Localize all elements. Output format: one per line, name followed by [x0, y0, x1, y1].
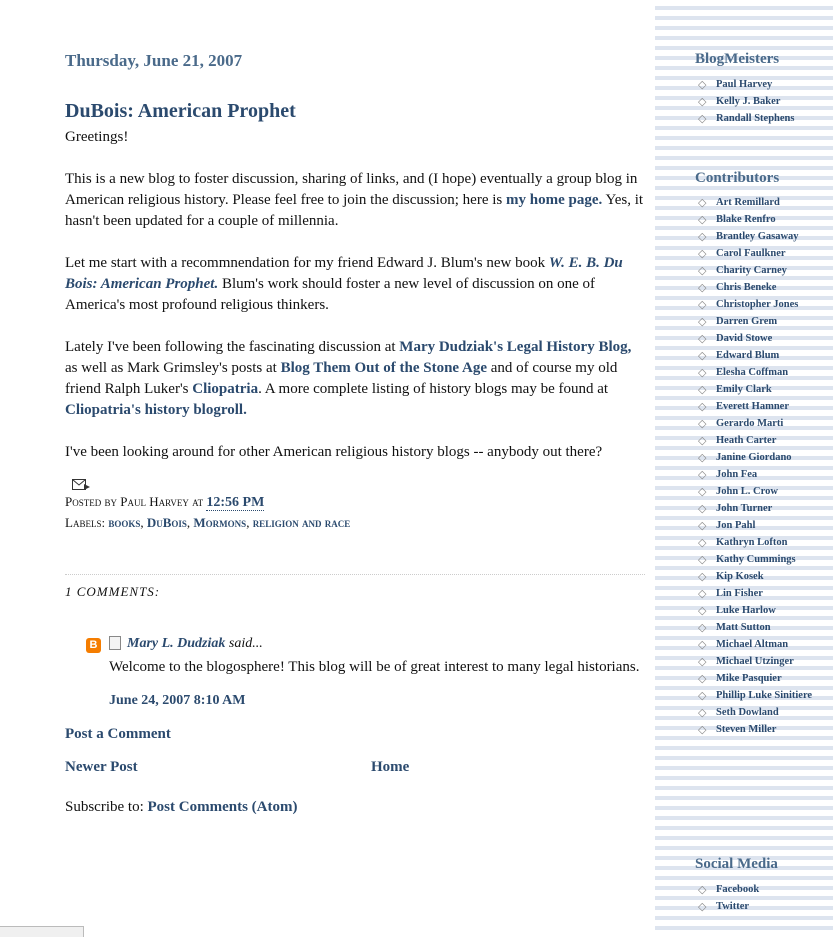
diamond-bullet-icon: ◇	[698, 367, 707, 379]
sidebar-link-label[interactable]: John L. Crow	[716, 486, 778, 497]
sidebar-link-label[interactable]: Phillip Luke Sinitiere	[716, 690, 813, 701]
paragraph-1: This is a new blog to foster discussion, sharing of links, and (I hope) eventually a group blog in American religious history. Please feel free to join the discussion; here is my home page. Yes, it hasn't been updated for a couple of millennia.	[65, 171, 644, 229]
diamond-bullet-icon: ◇	[698, 214, 707, 226]
sidebar-link-item[interactable]	[695, 110, 825, 127]
sidebar-link-item[interactable]	[695, 721, 825, 738]
diamond-bullet-icon: ◇	[698, 384, 707, 396]
sidebar-link-label[interactable]: Janine Giordano	[716, 452, 792, 463]
comment-date-link[interactable]: June 24, 2007 8:10 AM	[109, 693, 246, 708]
diamond-bullet-icon: ◇	[698, 884, 707, 896]
contributors-list	[695, 194, 825, 738]
sidebar-link-item[interactable]	[695, 483, 825, 500]
social-media-list	[695, 881, 825, 915]
diamond-bullet-icon: ◇	[698, 248, 707, 260]
sidebar-link-item[interactable]	[695, 279, 825, 296]
sidebar-link-item[interactable]	[695, 296, 825, 313]
sidebar-link-label[interactable]: Matt Sutton	[716, 622, 771, 633]
comments-heading: 1 COMMENTS:	[65, 584, 161, 599]
sidebar-link-item[interactable]	[695, 500, 825, 517]
stone-age-blog-link[interactable]: Blog Them Out of the Stone Age	[280, 360, 487, 376]
blogger-icon: B	[86, 638, 101, 653]
comments-divider	[65, 574, 645, 575]
sidebar-link-label[interactable]: Chris Beneke	[716, 282, 777, 293]
greeting: Greetings!	[65, 129, 129, 145]
sidebar-link-label[interactable]: Heath Carter	[716, 435, 777, 446]
diamond-bullet-icon: ◇	[698, 622, 707, 634]
diamond-bullet-icon: ◇	[698, 401, 707, 413]
diamond-bullet-icon: ◇	[698, 588, 707, 600]
sidebar-link-label[interactable]: Facebook	[716, 884, 760, 895]
diamond-bullet-icon: ◇	[698, 435, 707, 447]
post-title[interactable]: DuBois: American Prophet	[65, 100, 296, 122]
comment-author-link[interactable]: Mary L. Dudziak	[127, 636, 226, 651]
paragraph-4: I've been looking around for other American religious history blogs -- anybody out there?	[65, 444, 603, 460]
sidebar-link-item[interactable]	[695, 415, 825, 432]
sidebar-link-label[interactable]: Luke Harlow	[716, 605, 776, 616]
sidebar-link-label[interactable]: Gerardo Marti	[716, 418, 784, 429]
diamond-bullet-icon: ◇	[698, 901, 707, 913]
paragraph-2: Let me start with a recommnendation for my friend Edward J. Blum's new book W. E. B. Du Bois: American Prophet. Blum's work should foster a new level of discussion on one of America's most profound religious thinkers.	[65, 255, 623, 313]
sidebar-link-label[interactable]: Brantley Gasaway	[716, 231, 799, 242]
blogmeisters-heading: BlogMeisters	[695, 51, 780, 67]
sidebar-link-item[interactable]	[695, 619, 825, 636]
post-labels: Labels: books, DuBois, Mormons, religion and race	[65, 515, 351, 530]
sidebar-link-label[interactable]: Lin Fisher	[716, 588, 763, 599]
sidebar-link-label[interactable]: Michael Utzinger	[716, 656, 794, 667]
contributors-heading: Contributors	[695, 170, 780, 186]
sidebar-link-item[interactable]	[695, 211, 825, 228]
sidebar-link-item[interactable]	[695, 432, 825, 449]
sidebar-link-item[interactable]	[695, 347, 825, 364]
sidebar-link-item[interactable]	[695, 636, 825, 653]
diamond-bullet-icon: ◇	[698, 79, 707, 91]
book-link[interactable]: W. E. B. Du Bois: American Prophet.	[65, 255, 623, 292]
legal-history-blog-link[interactable]: Mary Dudziak's Legal History Blog,	[399, 339, 632, 355]
sidebar-link-item[interactable]	[695, 313, 825, 330]
sidebar-link-label[interactable]: Edward Blum	[716, 350, 780, 361]
sidebar-link-item[interactable]	[695, 381, 825, 398]
diamond-bullet-icon: ◇	[698, 724, 707, 736]
sidebar-link-item[interactable]	[695, 534, 825, 551]
label-books[interactable]: books	[108, 515, 141, 530]
sidebar-link-item[interactable]	[695, 76, 825, 93]
diamond-bullet-icon: ◇	[698, 690, 707, 702]
diamond-bullet-icon: ◇	[698, 520, 707, 532]
sidebar-link-label[interactable]: John Fea	[716, 469, 758, 480]
diamond-bullet-icon: ◇	[698, 554, 707, 566]
blogroll-link[interactable]: Cliopatria's history blogroll.	[65, 402, 247, 418]
sidebar-link-label[interactable]: Seth Dowland	[716, 707, 779, 718]
diamond-bullet-icon: ◇	[698, 197, 707, 209]
sidebar-link-item[interactable]	[695, 585, 825, 602]
sidebar-link-label[interactable]: Jon Pahl	[716, 520, 756, 531]
posted-by: Posted by Paul Harvey at 12:56 PM	[65, 494, 265, 510]
sidebar-link-label[interactable]: Mike Pasquier	[716, 673, 782, 684]
sidebar-link-label[interactable]: Twitter	[716, 901, 750, 912]
comment-text: Welcome to the blogosphere! This blog will be of great interest to many legal historians.	[109, 659, 640, 675]
sidebar-link-label[interactable]: Paul Harvey	[716, 79, 773, 90]
sidebar-link-label[interactable]: Emily Clark	[716, 384, 772, 395]
sidebar-link-item[interactable]	[695, 398, 825, 415]
sidebar-link-label[interactable]: Christopher Jones	[716, 299, 799, 310]
sidebar-link-label[interactable]: Darren Grem	[716, 316, 778, 327]
status-bar	[0, 926, 84, 937]
newer-post-link[interactable]: Newer Post	[65, 759, 138, 775]
diamond-bullet-icon: ◇	[698, 469, 707, 481]
sidebar-link-item[interactable]	[695, 228, 825, 245]
sidebar-link-item[interactable]	[695, 881, 825, 898]
sidebar-link-label[interactable]: Kip Kosek	[716, 571, 764, 582]
label-mormons[interactable]: Mormons	[193, 515, 247, 530]
email-post-icon[interactable]	[72, 479, 90, 491]
diamond-bullet-icon: ◇	[698, 350, 707, 362]
sidebar-link-item[interactable]	[695, 364, 825, 381]
diamond-bullet-icon: ◇	[698, 639, 707, 651]
diamond-bullet-icon: ◇	[698, 707, 707, 719]
sidebar-link-item[interactable]	[695, 262, 825, 279]
diamond-bullet-icon: ◇	[698, 299, 707, 311]
sidebar-link-item[interactable]	[695, 653, 825, 670]
sidebar-link-label[interactable]: Charity Carney	[716, 265, 787, 276]
sidebar-link-label[interactable]: Art Remillard	[716, 197, 780, 208]
diamond-bullet-icon: ◇	[698, 673, 707, 685]
post-comment-link[interactable]: Post a Comment	[65, 726, 171, 742]
diamond-bullet-icon: ◇	[698, 316, 707, 328]
sidebar-link-item[interactable]	[695, 670, 825, 687]
diamond-bullet-icon: ◇	[698, 486, 707, 498]
home-link[interactable]: Home	[371, 759, 410, 775]
sidebar-link-label[interactable]: Blake Renfro	[716, 214, 776, 225]
sidebar	[655, 0, 833, 936]
diamond-bullet-icon: ◇	[698, 231, 707, 243]
subscribe-atom-link[interactable]: Post Comments (Atom)	[147, 799, 298, 815]
sidebar-link-label[interactable]: John Turner	[716, 503, 773, 514]
post-date: Thursday, June 21, 2007	[65, 51, 243, 70]
diamond-bullet-icon: ◇	[698, 571, 707, 583]
sidebar-link-label[interactable]: Randall Stephens	[716, 113, 795, 124]
document-icon	[109, 636, 121, 650]
sidebar-link-label[interactable]: Kathy Cummings	[716, 554, 796, 565]
diamond-bullet-icon: ◇	[698, 656, 707, 668]
sidebar-link-item[interactable]	[695, 449, 825, 466]
diamond-bullet-icon: ◇	[698, 333, 707, 345]
sidebar-link-item[interactable]	[695, 245, 825, 262]
sidebar-link-label[interactable]: Elesha Coffman	[716, 367, 789, 378]
sidebar-link-item[interactable]	[695, 93, 825, 110]
paragraph-3: Lately I've been following the fascinating discussion at Mary Dudziak's Legal History Blog, as well as Mark Grimsley's posts at Blog Them Out of the Stone Age and of course my old friend Ralph Luker's Cliopatria. A more complete listing of history blogs may be found at Cliopatria's history blogroll.	[65, 339, 632, 418]
diamond-bullet-icon: ◇	[698, 265, 707, 277]
diamond-bullet-icon: ◇	[698, 605, 707, 617]
sidebar-link-label[interactable]: Everett Hamner	[716, 401, 789, 412]
subscribe-line: Subscribe to: Post Comments (Atom)	[65, 799, 298, 815]
sidebar-link-item[interactable]	[695, 194, 825, 211]
diamond-bullet-icon: ◇	[698, 96, 707, 108]
sidebar-link-item[interactable]	[695, 517, 825, 534]
sidebar-link-item[interactable]	[695, 330, 825, 347]
social-media-heading: Social Media	[695, 856, 778, 872]
label-dubois[interactable]: DuBois	[146, 515, 187, 530]
cliopatria-link[interactable]: Cliopatria	[192, 381, 259, 397]
sidebar-link-item[interactable]	[695, 466, 825, 483]
sidebar-link-item[interactable]	[695, 602, 825, 619]
sidebar-link-label[interactable]: Michael Altman	[716, 639, 789, 650]
sidebar-link-label[interactable]: Steven Miller	[716, 724, 777, 735]
diamond-bullet-icon: ◇	[698, 282, 707, 294]
comment-author: Mary L. Dudziak said...	[127, 636, 263, 651]
diamond-bullet-icon: ◇	[698, 418, 707, 430]
sidebar-link-item[interactable]	[695, 551, 825, 568]
sidebar-link-item[interactable]	[695, 568, 825, 585]
sidebar-link-label[interactable]: Kelly J. Baker	[716, 96, 781, 107]
sidebar-link-item[interactable]	[695, 704, 825, 721]
label-religion-and-race[interactable]: religion and race	[252, 515, 351, 530]
post-body	[65, 127, 645, 484]
sidebar-link-item[interactable]	[695, 687, 825, 704]
sidebar-link-item[interactable]	[695, 898, 825, 915]
sidebar-link-label[interactable]: Kathryn Lofton	[716, 537, 788, 548]
sidebar-link-label[interactable]: Carol Faulkner	[716, 248, 786, 259]
diamond-bullet-icon: ◇	[698, 452, 707, 464]
home-page-link[interactable]: my home page.	[506, 192, 603, 208]
post-time-link[interactable]: 12:56 PM	[206, 495, 265, 510]
sidebar-link-label[interactable]: David Stowe	[716, 333, 773, 344]
diamond-bullet-icon: ◇	[698, 113, 707, 125]
diamond-bullet-icon: ◇	[698, 503, 707, 515]
blogmeisters-list	[695, 76, 825, 127]
diamond-bullet-icon: ◇	[698, 537, 707, 549]
